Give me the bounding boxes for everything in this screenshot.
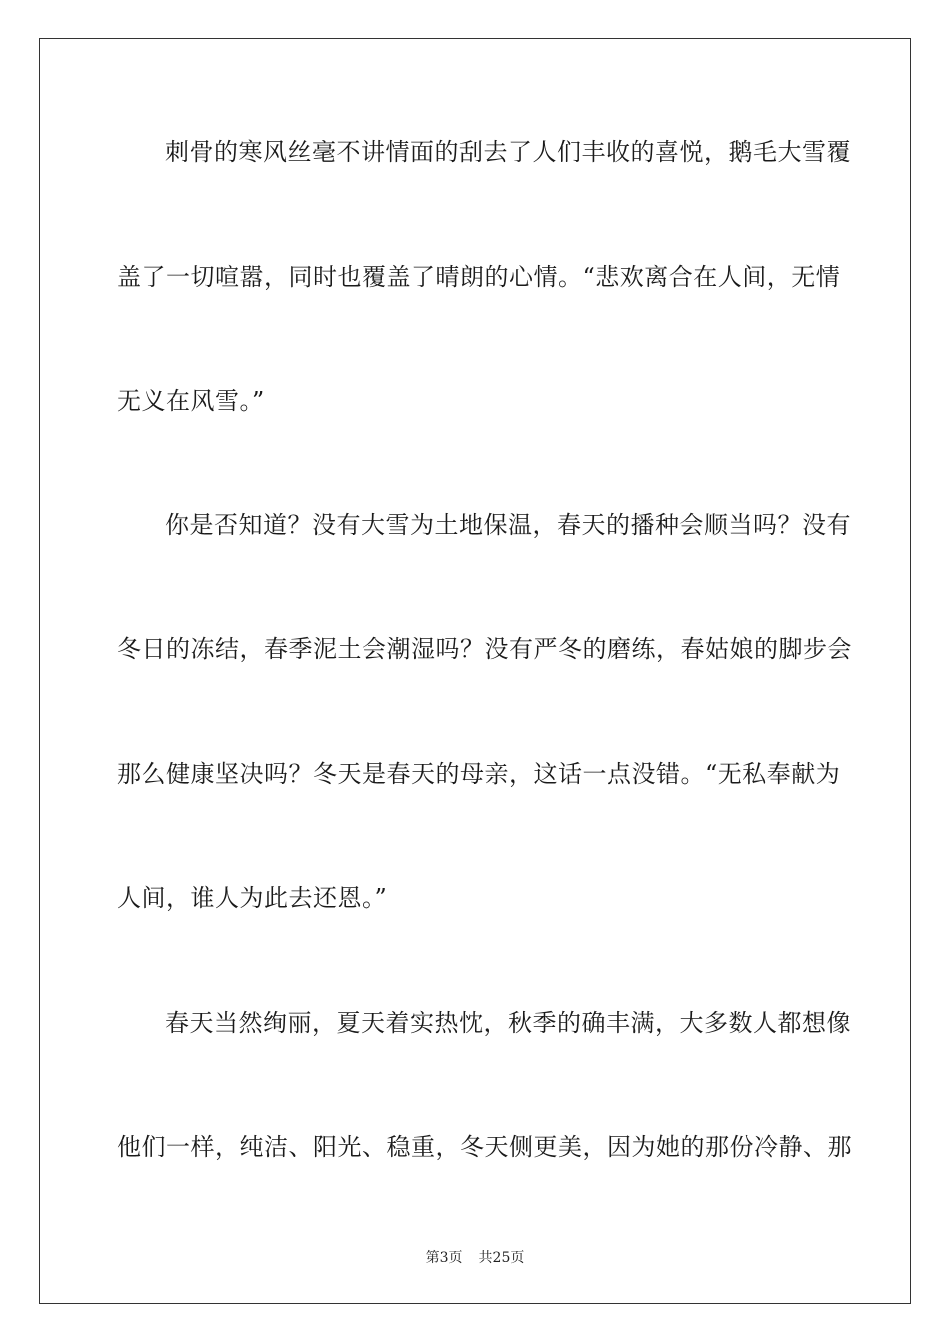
- paragraph-2-line-4: 人间，谁人为此去还恩。”: [117, 884, 388, 912]
- paragraph-2-line-2: 冬日的冻结，春季泥土会潮湿吗？没有严冬的磨练，春姑娘的脚步会: [117, 635, 852, 663]
- paragraph-1-line-2: 盖了一切喧嚣，同时也覆盖了晴朗的心情。“悲欢离合在人间，无情: [117, 263, 841, 291]
- paragraph-3-line-1: 春天当然绚丽，夏天着实热忱，秋季的确丰满，大多数人都想像: [165, 1009, 851, 1037]
- paragraph-1-line-1: 刺骨的寒风丝毫不讲情面的刮去了人们丰收的喜悦，鹅毛大雪覆: [165, 138, 851, 166]
- paragraph-1-line-3: 无义在风雪。”: [117, 387, 265, 415]
- paragraph-2-line-3: 那么健康坚决吗？冬天是春天的母亲，这话一点没错。“无私奉献为: [117, 760, 841, 788]
- page-total: 共25页: [478, 1250, 525, 1266]
- page-footer: [0, 1249, 950, 1267]
- paragraph-2-line-1: 你是否知道？没有大雪为土地保温，春天的播种会顺当吗？没有: [165, 511, 851, 539]
- page-border: [39, 38, 911, 1304]
- paragraph-3-line-2: 他们一样，纯洁、阳光、稳重，冬天侧更美，因为她的那份冷静、那: [117, 1133, 852, 1161]
- page-number: 第3页: [425, 1250, 463, 1266]
